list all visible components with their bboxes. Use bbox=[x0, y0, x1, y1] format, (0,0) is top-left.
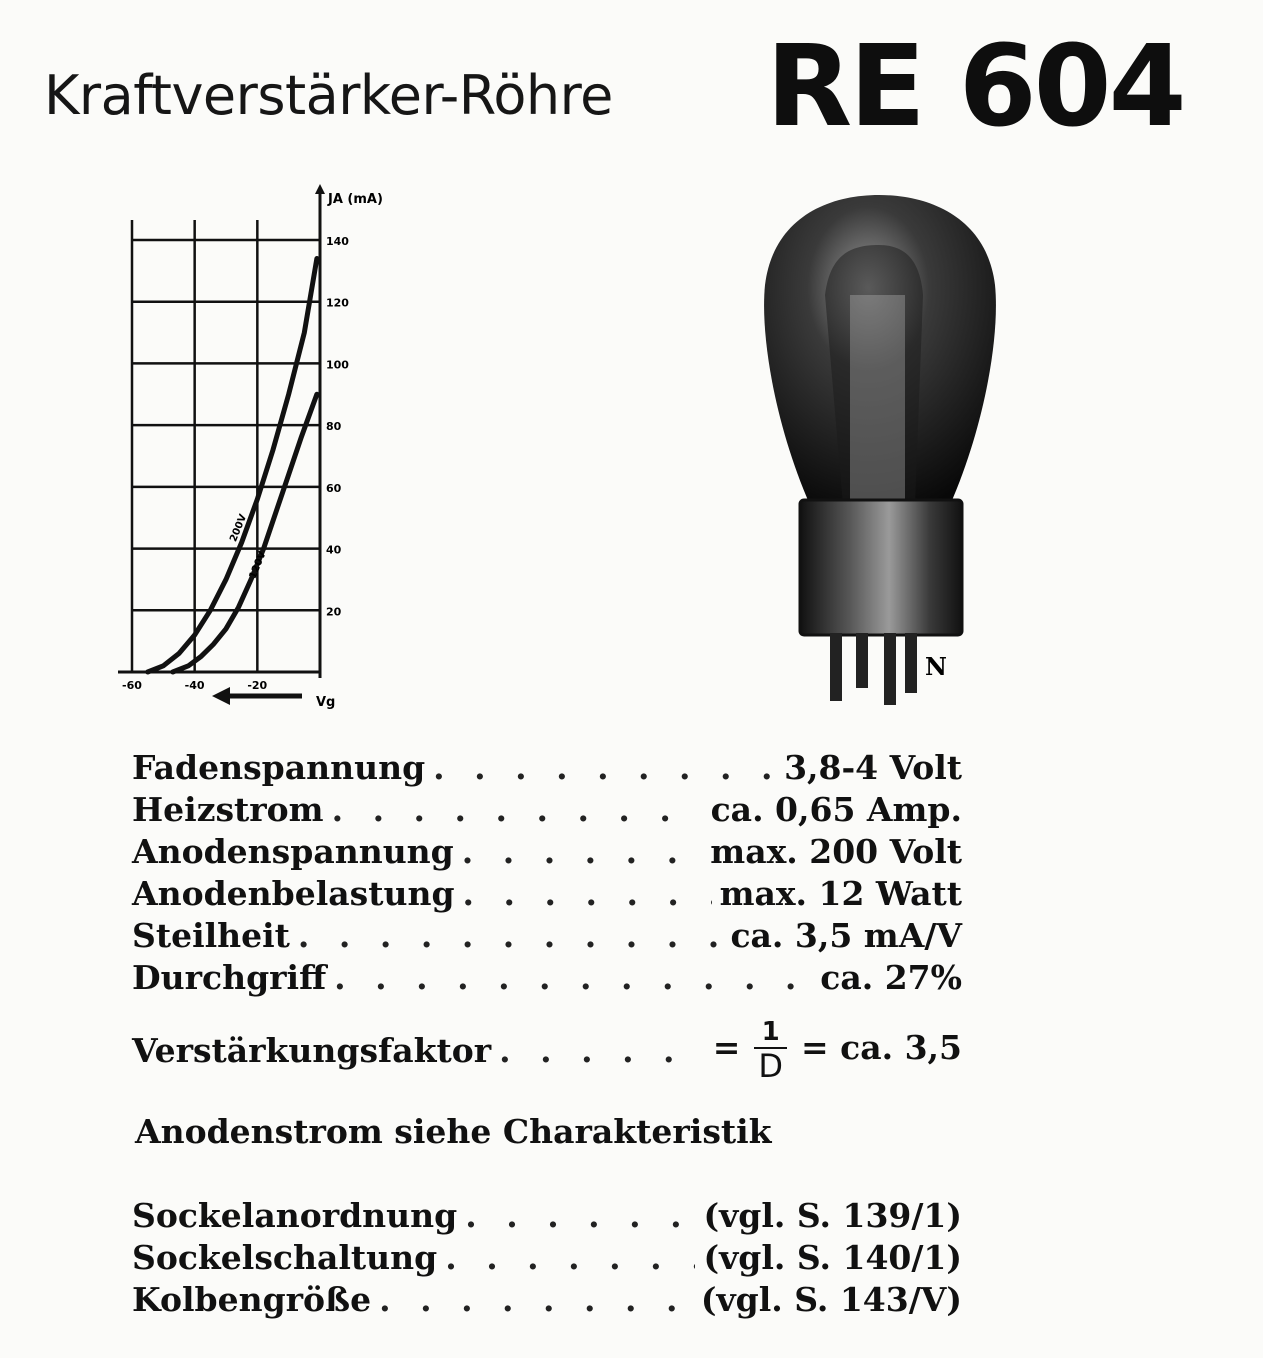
y-tick-label: 100 bbox=[326, 358, 349, 372]
y-tick-label: 140 bbox=[326, 235, 349, 248]
series-label: 120V bbox=[247, 549, 269, 581]
y-tick-label: 40 bbox=[326, 543, 342, 557]
socket-row bbox=[132, 1280, 962, 1322]
fraction-denominator: D bbox=[754, 1047, 787, 1083]
x-tick-label: -20 bbox=[247, 679, 268, 692]
socket-row bbox=[132, 1196, 962, 1238]
fraction-numerator: 1 bbox=[761, 1017, 780, 1047]
spec-row bbox=[132, 916, 962, 958]
chart-grid bbox=[132, 220, 320, 672]
socket-reference: (vgl. S. 143/V) bbox=[700, 1280, 962, 1319]
characteristic-chart bbox=[110, 180, 410, 720]
socket-list bbox=[132, 1196, 962, 1322]
socket-reference: (vgl. S. 140/1) bbox=[703, 1238, 962, 1277]
chart-axes bbox=[118, 184, 325, 678]
amplification-formula bbox=[713, 1017, 962, 1083]
spec-value: ca. 3,5 mA/V bbox=[730, 916, 962, 955]
tube-illustration bbox=[755, 185, 1005, 715]
x-axis-label: Vg bbox=[316, 695, 336, 710]
spec-value: 3,8-4 Volt bbox=[784, 748, 962, 787]
spec-label: Steilheit bbox=[132, 916, 290, 955]
tube-base-mark: N bbox=[925, 652, 947, 681]
spec-label: Durchgriff bbox=[132, 958, 327, 997]
spec-label: Fadenspannung bbox=[132, 748, 426, 787]
series-label: 200V bbox=[228, 512, 250, 544]
spec-value: max. 200 Volt bbox=[710, 832, 962, 871]
spec-row bbox=[132, 958, 962, 1000]
x-tick-label: -40 bbox=[184, 679, 205, 692]
socket-label: Sockelanordnung bbox=[132, 1196, 458, 1235]
equals-sign: = bbox=[712, 1028, 741, 1067]
anode-current-note: Anodenstrom siehe Charakteristik bbox=[135, 1112, 772, 1151]
y-tick-label: 80 bbox=[326, 420, 342, 434]
y-tick-label: 120 bbox=[326, 296, 349, 310]
socket-row bbox=[132, 1238, 962, 1280]
spec-label: Anodenbelastung bbox=[132, 874, 455, 913]
spec-row bbox=[132, 832, 962, 874]
chart-ticks bbox=[122, 235, 349, 692]
fraction bbox=[754, 1017, 787, 1083]
socket-reference: (vgl. S. 139/1) bbox=[703, 1196, 962, 1235]
tube-type-title: Kraftverstärker-Röhre bbox=[44, 64, 613, 127]
tube-base bbox=[800, 500, 962, 635]
spec-value: ca. 0,65 Amp. bbox=[710, 790, 962, 829]
y-axis-label: JA (mA) bbox=[328, 192, 383, 207]
amplification-value: = ca. 3,5 bbox=[800, 1028, 962, 1067]
tube-pins bbox=[830, 633, 917, 705]
x-tick-label: -60 bbox=[122, 679, 142, 692]
specs-list bbox=[132, 748, 962, 1090]
spec-row bbox=[132, 874, 962, 916]
y-tick-label: 20 bbox=[326, 605, 342, 619]
spec-label: Anodenspannung bbox=[132, 832, 454, 871]
spec-value: ca. 27% bbox=[820, 958, 962, 997]
y-tick-label: 60 bbox=[326, 481, 342, 495]
tube-model-title: RE 604 bbox=[766, 22, 1184, 152]
socket-label: Kolbengröße bbox=[132, 1280, 372, 1319]
socket-label: Sockelschaltung bbox=[132, 1238, 438, 1277]
amplification-label: Verstärkungsfaktor bbox=[132, 1030, 492, 1070]
spec-value: max. 12 Watt bbox=[719, 874, 962, 913]
spec-label: Heizstrom bbox=[132, 790, 324, 829]
y-axis-arrow bbox=[315, 184, 325, 194]
amplification-row bbox=[132, 1010, 962, 1090]
spec-row bbox=[132, 790, 962, 832]
spec-row bbox=[132, 748, 962, 790]
